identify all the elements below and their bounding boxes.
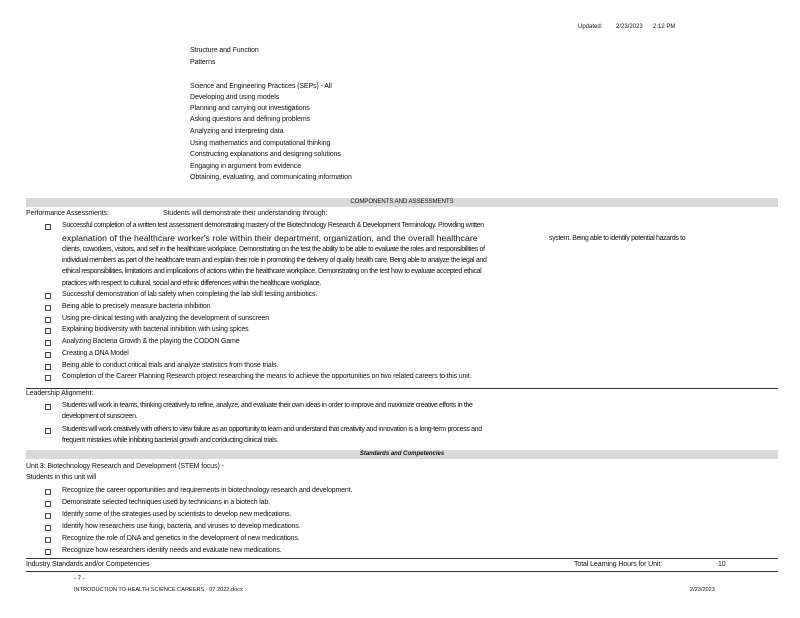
updated-date: 2/23/2023: [616, 24, 643, 30]
performance-para-line: ethical responsibilities, limitations and implications of actions within the healthcare workplace. Demonstrating on the test how to evaluate accepted ethical: [62, 268, 482, 275]
updated-time: 2:12 PM: [653, 24, 676, 30]
bullet-icon: [45, 317, 51, 323]
unit-item: Recognize the career opportunities and requirements in biotechnology research and development.: [62, 487, 353, 494]
bullet-icon: [45, 428, 51, 434]
bullet-icon: [45, 525, 51, 531]
performance-item: Being able to conduct critical trials and analyze statistics from those trials.: [62, 362, 279, 369]
divider: [26, 571, 778, 572]
unit-item: Identify some of the strategies used by scientists to develop new medications.: [62, 511, 292, 518]
performance-item: Creating a DNA Model: [62, 350, 129, 357]
footer-date: 2/23/2023: [690, 587, 715, 593]
performance-item: Explaining biodiversity with bacterial inhibition with using spices: [62, 326, 249, 333]
sep-item: Engaging in argument from evidence: [190, 163, 302, 170]
sep-item: Analyzing and interpreting data: [190, 128, 284, 135]
bullet-icon: [45, 549, 51, 555]
performance-para-line: explanation of the healthcare worker's role within their department, organization, and the overall healthcare: [62, 233, 478, 243]
bullet-icon: [45, 305, 51, 311]
performance-para-line: system. Being able to identify potential hazards to: [549, 235, 686, 242]
components-bar: COMPONENTS AND ASSESSMENTS: [26, 198, 778, 207]
leadership-item-line: frequent mistakes while inhibiting bacterial growth and conducting clinical trials.: [62, 437, 279, 444]
unit-intro: Students in this unit will: [26, 474, 97, 481]
divider: [26, 388, 778, 389]
performance-item: Using pre-clinical testing with analyzing the development of sunscreen: [62, 315, 270, 322]
bullet-icon: [45, 352, 51, 358]
page-number: - 7 -: [74, 576, 85, 582]
bullet-icon: [45, 328, 51, 334]
unit-title: Unit 3: Biotechnology Research and Development (STEM focus) -: [26, 463, 224, 470]
performance-label: Performance Assessments:: [26, 210, 109, 217]
performance-item: Analyzing Bacteria Growth & the playing the CODON Game: [62, 338, 240, 345]
performance-item: Being able to precisely measure bacteria inhibition: [62, 303, 211, 310]
performance-para-line: practices with respect to cultural, social and ethnic differences within the healthcare workplace.: [62, 280, 321, 287]
unit-item: Recognize the role of DNA and genetics in the development of new medications.: [62, 535, 300, 542]
sep-item: Obtaining, evaluating, and communicating information: [190, 174, 352, 181]
bullet-icon: [45, 404, 51, 410]
divider: [26, 558, 778, 559]
total-hours-label: Total Learning Hours for Unit:: [574, 561, 663, 568]
bullet-icon: [45, 501, 51, 507]
bullet-icon: [45, 293, 51, 299]
bullet-icon: [45, 537, 51, 543]
total-hours-value: 10: [718, 561, 726, 568]
sep-item: Planning and carrying out investigations: [190, 105, 310, 112]
bullet-icon: [45, 364, 51, 370]
performance-para-line: clients, coworkers, visitors, and self in the healthcare workplace. Demonstrating on the test the ability to be able to evaluate the roles and responsibilities of: [62, 246, 485, 253]
sep-item: Constructing explanations and designing solutions: [190, 151, 341, 158]
standards-bar: Standards and Competencies: [26, 450, 778, 459]
seps-heading: Science and Engineering Practices (SEPs) - All: [190, 83, 332, 90]
performance-item: Completion of the Career Planning Research project researching the means to achieve the opportunities on two related careers to this unit.: [62, 373, 472, 380]
leadership-item-line: Students will work in teams, thinking creatively to refine, analyze, and evaluate their own ideas in order to improve and maximize creative efforts in the: [62, 402, 473, 409]
leadership-label: Leadership Alignment:: [26, 390, 94, 397]
sep-item: Asking questions and defining problems: [190, 116, 310, 123]
bullet-icon: [45, 513, 51, 519]
unit-item: Demonstrate selected techniques used by technicians in a biotech lab.: [62, 499, 270, 506]
sep-item: Using mathematics and computational thinking: [190, 140, 331, 147]
unit-item: Recognize how researchers identify needs and evaluate new medications.: [62, 547, 282, 554]
leadership-item-line: Students will work creatively with others to view failure as an opportunity to learn and understand that creativity and innovation is a long-term process and: [62, 426, 482, 433]
industry-label: Industry Standards and/or Competencies: [26, 561, 150, 568]
bullet-icon: [45, 340, 51, 346]
updated-label: Updated:: [578, 24, 603, 30]
sep-item: Developing and using models: [190, 94, 280, 101]
bullet-icon: [45, 224, 51, 230]
bullet-icon: [45, 375, 51, 381]
performance-item: Successful demonstration of lab safety when completing the lab skill testing antibiotics.: [62, 291, 318, 298]
document-name: INTRODUCTION TO HEALTH SCIENCE CAREERS - 07.2022.docx: [74, 587, 243, 593]
leadership-item-line: development of sunscreen.: [62, 413, 138, 420]
performance-para-line: Successful completion of a written test assessment demonstrating mastery of the Biotechnology Research & Development Terminology. Providing written: [62, 222, 484, 229]
concept-line-2: Patterns: [190, 59, 216, 66]
unit-item: Identify how researchers use fungi, bacteria, and viruses to develop medications.: [62, 523, 301, 530]
performance-intro: Students will demonstrate their understanding through:: [163, 210, 328, 217]
performance-para-line: individual members as part of the healthcare team and explain their role in promoting the delivery of quality health care. Being able to analyze the legal and: [62, 257, 487, 264]
concept-line-1: Structure and Function: [190, 47, 259, 54]
bullet-icon: [45, 489, 51, 495]
